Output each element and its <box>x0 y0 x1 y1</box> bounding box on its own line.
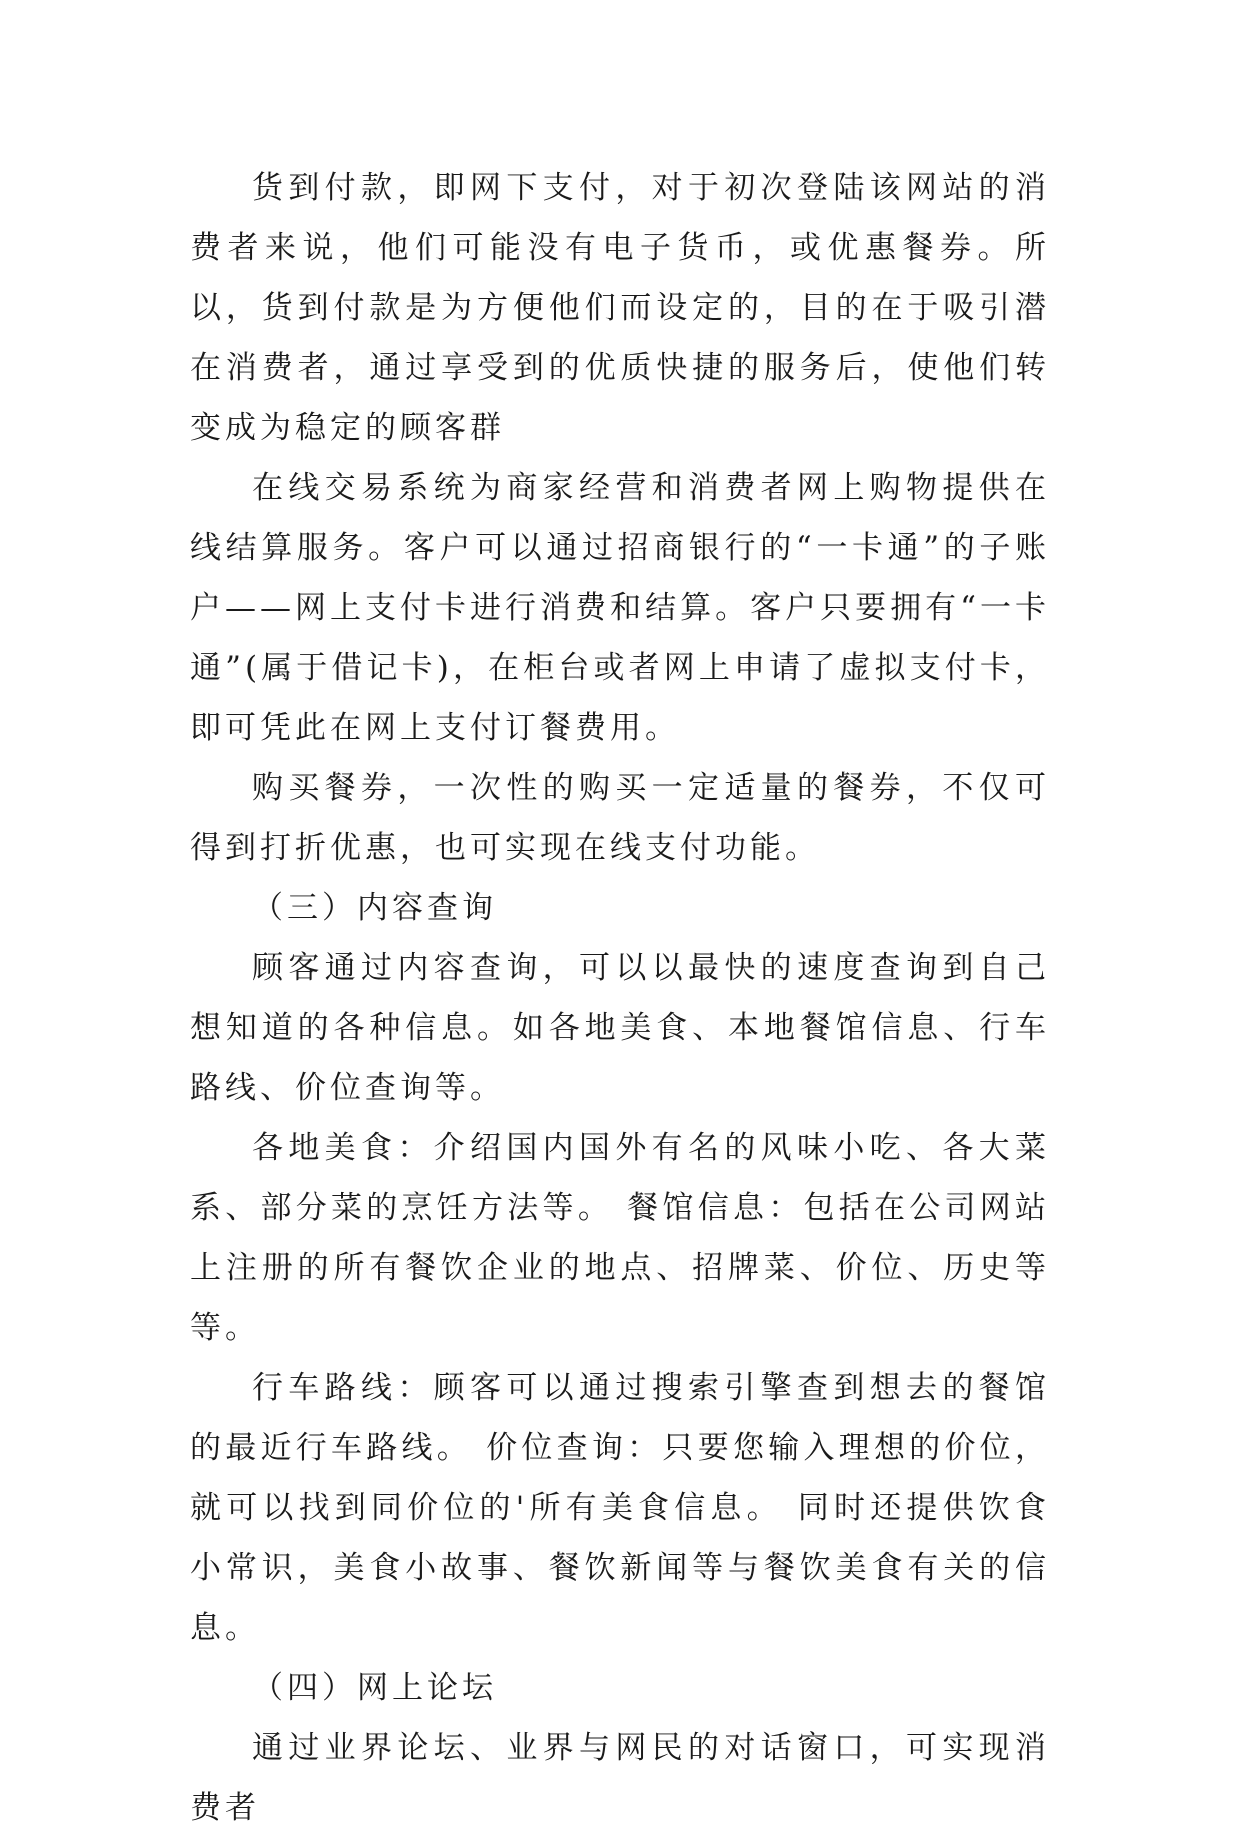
paragraph-online-forum: 通过业界论坛、业界与网民的对话窗口，可实现消费者 <box>190 1730 1050 1826</box>
paragraph-regional-food: 各地美食：介绍国内国外有名的风味小吃、各大菜系、部分菜的烹饪方法等。 餐馆信息：包括在公司网站上注册的所有餐饮企业的地点、招牌菜、价位、历史等等。 <box>190 1130 1050 1346</box>
paragraph-meal-vouchers: 购买餐券，一次性的购买一定适量的餐券，不仅可得到打折优惠，也可实现在线支付功能。 <box>190 770 1050 866</box>
paragraph-cash-on-delivery: 货到付款，即网下支付，对于初次登陆该网站的消费者来说，他们可能没有电子货币，或优惠餐券。所以，货到付款是为方便他们而设定的，目的在于吸引潜在消费者，通过享受到的优质快捷的服务后，使他们转变成为稳定的顾客群 <box>190 170 1050 446</box>
paragraph-driving-routes: 行车路线：顾客可以通过搜索引擎查到想去的餐馆的最近行车路线。 价位查询：只要您输入理想的价位，就可以找到同价位的'所有美食信息。 同时还提供饮食小常识，美食小故事、餐饮新闻等与餐饮美食有关的信息。 <box>190 1370 1050 1646</box>
document-body <box>190 158 1050 1838</box>
paragraph-content-query: 顾客通过内容查询，可以以最快的速度查询到自己想知道的各种信息。如各地美食、本地餐馆信息、行车路线、价位查询等。 <box>190 950 1050 1106</box>
section-heading-content-query: （三）内容查询 <box>252 890 497 926</box>
section-heading-online-forum: （四）网上论坛 <box>252 1670 497 1706</box>
paragraph-online-payment: 在线交易系统为商家经营和消费者网上购物提供在线结算服务。客户可以通过招商银行的“一卡通”的子账户——网上支付卡进行消费和结算。客户只要拥有“一卡通”(属于借记卡)，在柜台或者网上申请了虚拟支付卡，即可凭此在网上支付订餐费用。 <box>190 470 1050 746</box>
